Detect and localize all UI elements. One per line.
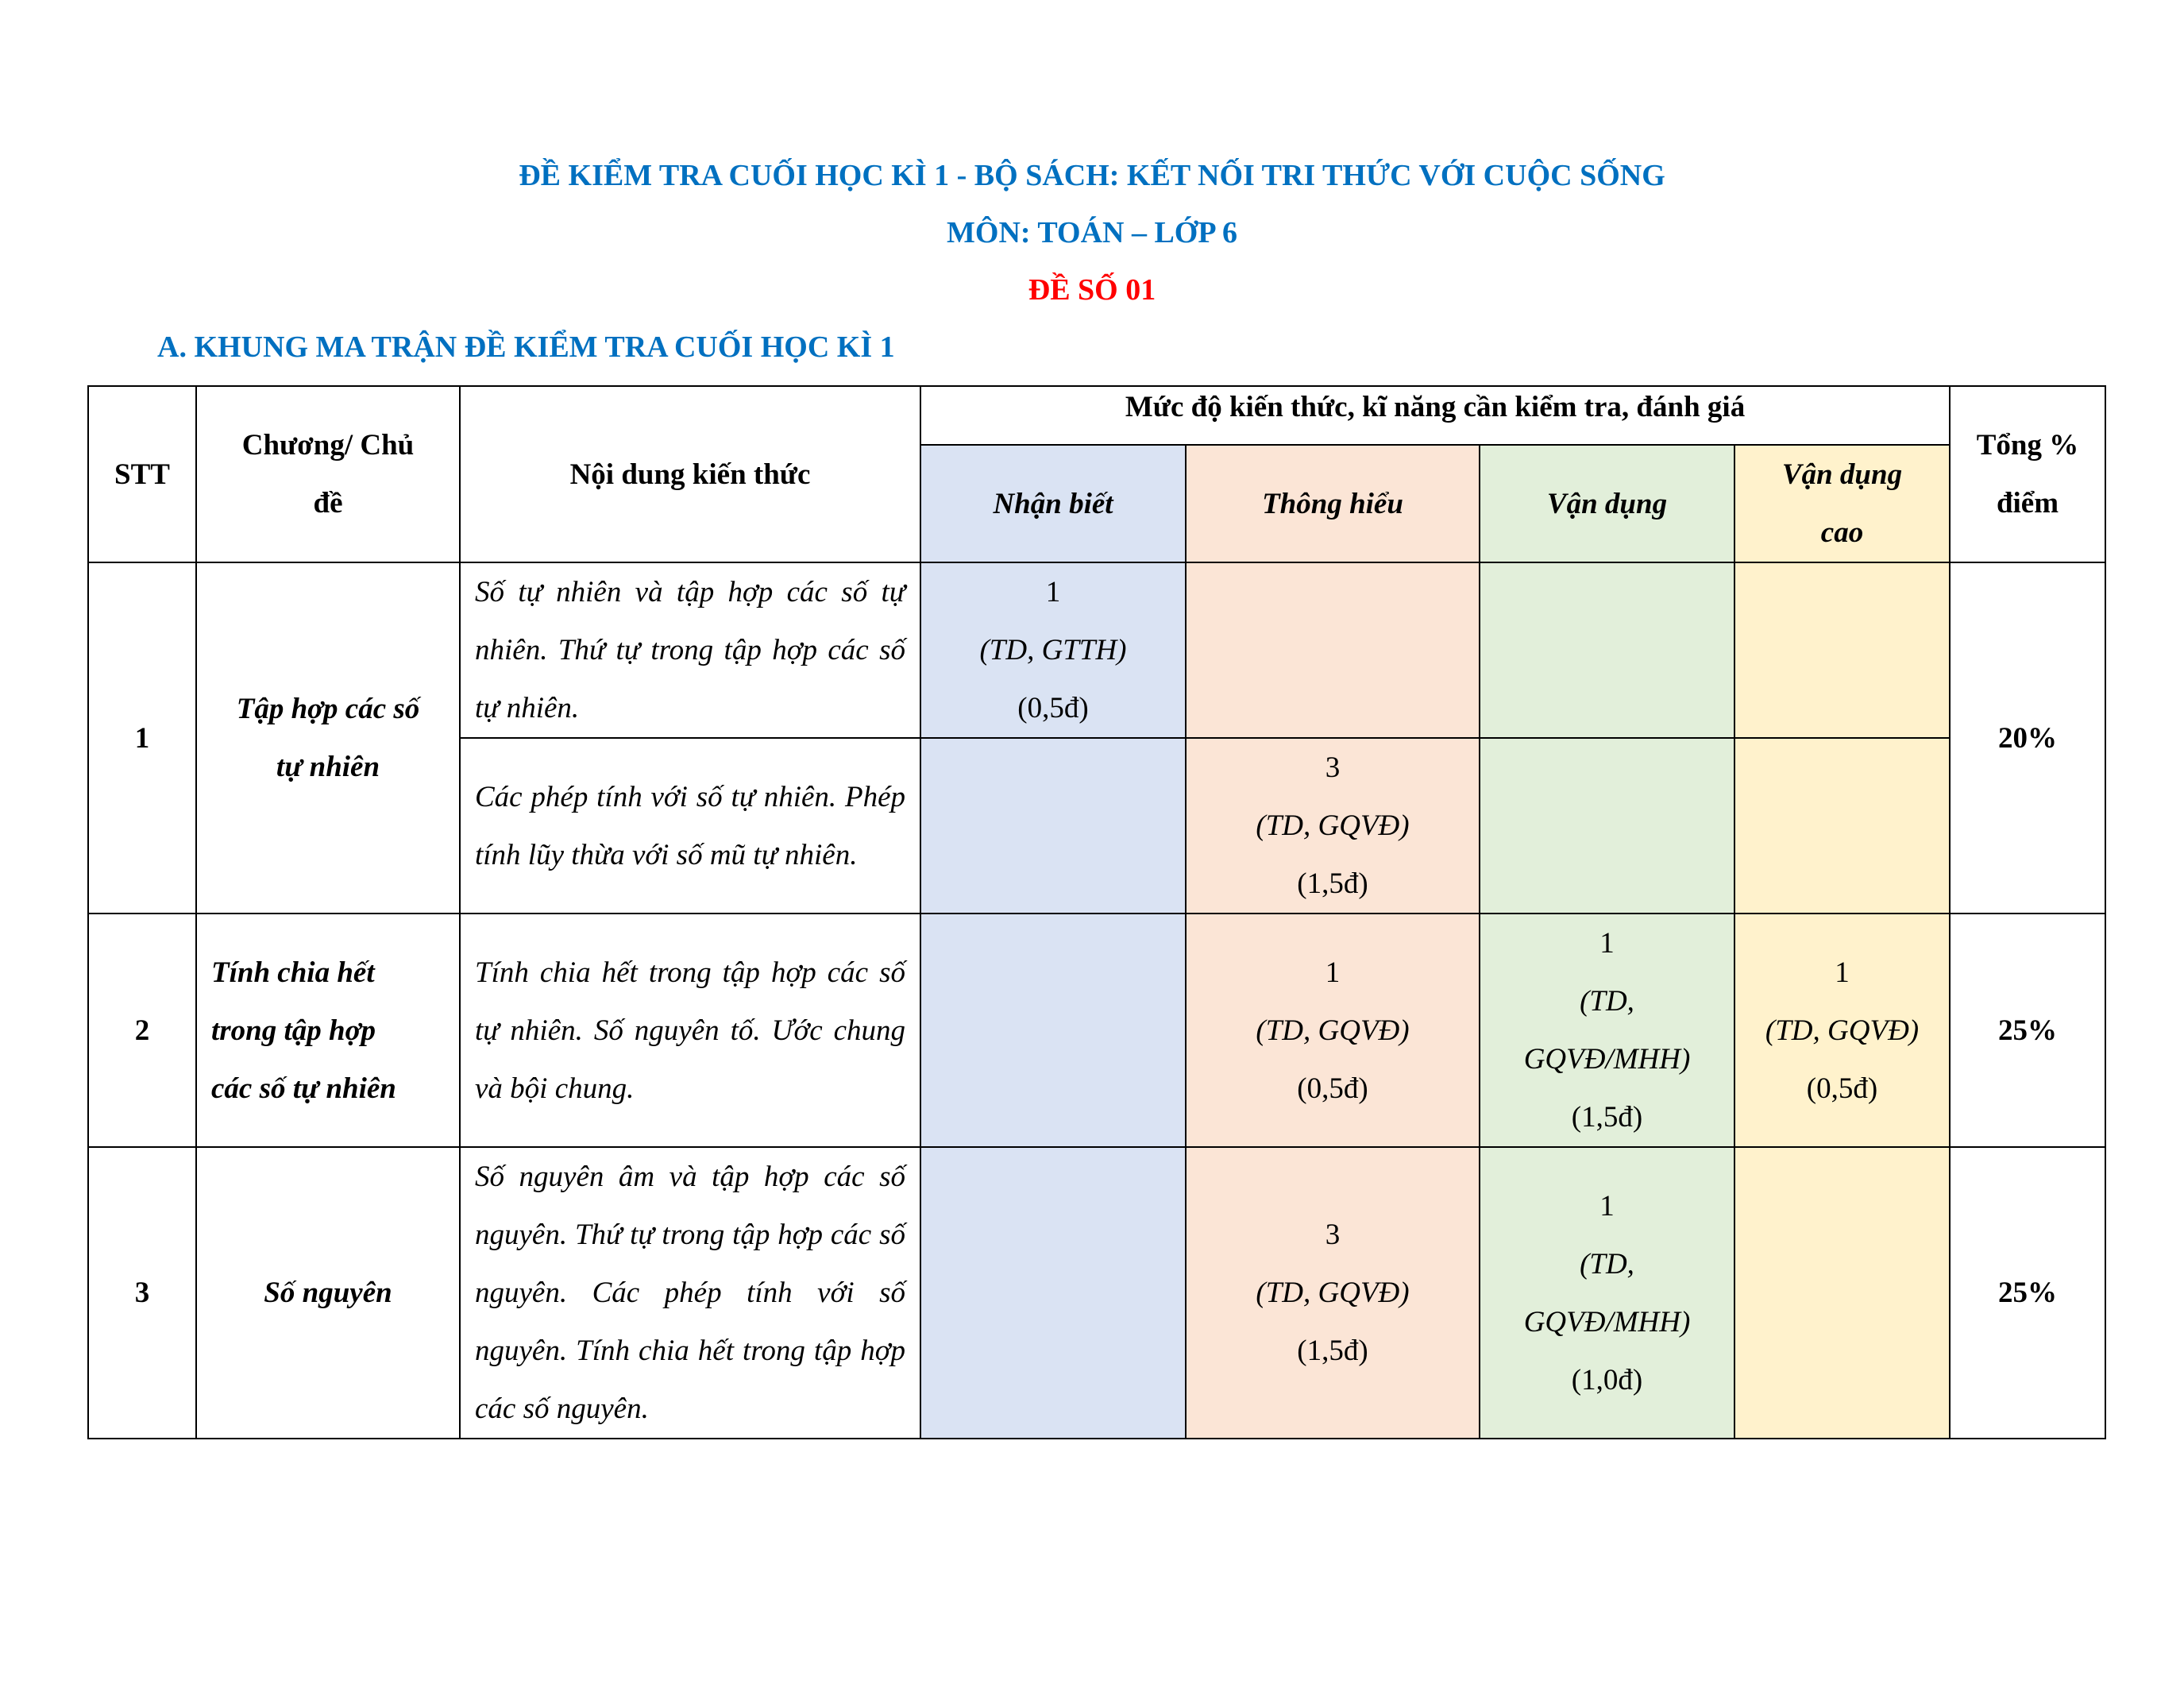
header-stt: STT — [88, 386, 196, 562]
header-row-1 — [88, 386, 2105, 445]
cell-van-dung — [1480, 738, 1734, 914]
header-thong-hieu: Thông hiểu — [1186, 445, 1480, 562]
competency: (TD, GQVĐ) — [1256, 1277, 1410, 1309]
header-van-dung-cao-line1: Vận dụng — [1781, 458, 1903, 491]
header-chapter-line1: Chương/ Chủ — [241, 429, 415, 462]
cell-nhan-biet — [920, 562, 1186, 738]
header-chapter — [196, 386, 460, 562]
header-total-line2: điểm — [1996, 487, 2059, 520]
row-content: Tính chia hết trong tập hợp các số tự nhiên. Số nguyên tố. Ước chung và bội chung. — [460, 914, 920, 1147]
table-row — [88, 914, 2105, 1147]
row-stt: 3 — [88, 1147, 196, 1439]
row-content: Số tự nhiên và tập hợp các số tự nhiên. Thứ tự trong tập hợp các số tự nhiên. — [460, 562, 920, 738]
header-nhan-biet: Nhận biết — [920, 445, 1186, 562]
score: (1,0đ) — [1571, 1363, 1643, 1396]
cell-thong-hieu — [1186, 738, 1480, 914]
row-stt: 1 — [88, 562, 196, 914]
table-row — [88, 562, 2105, 738]
competency: (TD, GQVĐ) — [1765, 1014, 1920, 1047]
competency: GQVĐ/MHH) — [1523, 1043, 1691, 1076]
cell-van-dung — [1480, 562, 1734, 738]
question-count: 1 — [1599, 1189, 1615, 1223]
header-van-dung-cao — [1734, 445, 1950, 562]
row-topic — [196, 562, 460, 914]
competency: (TD, GQVĐ) — [1256, 1014, 1410, 1047]
score: (0,5đ) — [1017, 692, 1089, 724]
cell-van-dung-cao — [1734, 914, 1950, 1147]
row-total: 25% — [1950, 1147, 2105, 1439]
header-chapter-line2: đề — [313, 487, 343, 520]
header-van-dung-cao-line2: cao — [1820, 516, 1864, 549]
matrix-table — [87, 385, 2106, 1439]
question-count: 1 — [1045, 576, 1061, 608]
score: (0,5đ) — [1806, 1072, 1878, 1105]
row-topic-line: trong tập hợp — [211, 1014, 376, 1047]
competency: (TD, GTTH) — [979, 634, 1127, 666]
competency: (TD, — [1580, 985, 1634, 1018]
row-topic-line: tự nhiên — [276, 751, 380, 783]
competency: (TD, GQVĐ) — [1256, 809, 1410, 842]
row-stt: 2 — [88, 914, 196, 1147]
question-count: 1 — [1599, 927, 1615, 960]
competency: (TD, — [1580, 1247, 1634, 1280]
subject-title: MÔN: TOÁN – LỚP 6 — [947, 216, 1237, 249]
row-topic — [196, 914, 460, 1147]
row-total: 20% — [1950, 562, 2105, 914]
cell-van-dung — [1480, 1147, 1734, 1439]
question-count: 3 — [1325, 751, 1341, 784]
cell-thong-hieu — [1186, 562, 1480, 738]
header-total-line1: Tổng % — [1976, 429, 2079, 462]
header-content: Nội dung kiến thức — [460, 386, 920, 562]
header-total — [1950, 386, 2105, 562]
row-topic-line: Tập hợp các số — [236, 693, 420, 725]
question-count: 3 — [1325, 1219, 1341, 1251]
header-levels: Mức độ kiến thức, kĩ năng cần kiểm tra, đánh giá — [920, 386, 1950, 445]
row-total: 25% — [1950, 914, 2105, 1147]
table-row — [88, 1147, 2105, 1439]
score: (1,5đ) — [1297, 867, 1368, 900]
question-count: 1 — [1325, 956, 1341, 989]
cell-thong-hieu — [1186, 914, 1480, 1147]
row-topic-line: Tính chia hết — [211, 956, 375, 989]
header-van-dung: Vận dụng — [1480, 445, 1734, 562]
cell-nhan-biet — [920, 738, 1186, 914]
cell-van-dung — [1480, 914, 1734, 1147]
document-title: ĐỀ KIỂM TRA CUỐI HỌC KÌ 1 - BỘ SÁCH: KẾT NỐI TRI THỨC VỚI CUỘC SỐNG — [519, 159, 1665, 192]
score: (1,5đ) — [1571, 1101, 1643, 1134]
cell-nhan-biet — [920, 1147, 1186, 1439]
cell-van-dung-cao — [1734, 738, 1950, 914]
row-content: Số nguyên âm và tập hợp các số nguyên. Thứ tự trong tập hợp các số nguyên. Các phép tính với số nguyên. Tính chia hết trong tập hợp các số nguyên. — [460, 1147, 920, 1439]
row-content: Các phép tính với số tự nhiên. Phép tính lũy thừa với số mũ tự nhiên. — [460, 738, 920, 914]
question-count: 1 — [1835, 956, 1850, 989]
exam-number: ĐỀ SỐ 01 — [1028, 273, 1156, 307]
score: (1,5đ) — [1297, 1335, 1368, 1367]
cell-nhan-biet — [920, 914, 1186, 1147]
cell-van-dung-cao — [1734, 1147, 1950, 1439]
cell-thong-hieu — [1186, 1147, 1480, 1439]
score: (0,5đ) — [1297, 1072, 1368, 1105]
row-topic: Số nguyên — [196, 1147, 460, 1439]
cell-van-dung-cao — [1734, 562, 1950, 738]
competency: GQVĐ/MHH) — [1523, 1305, 1691, 1338]
section-heading: A. KHUNG MA TRẬN ĐỀ KIỂM TRA CUỐI HỌC KÌ 1 — [157, 330, 895, 364]
row-topic-line: các số tự nhiên — [211, 1072, 396, 1105]
